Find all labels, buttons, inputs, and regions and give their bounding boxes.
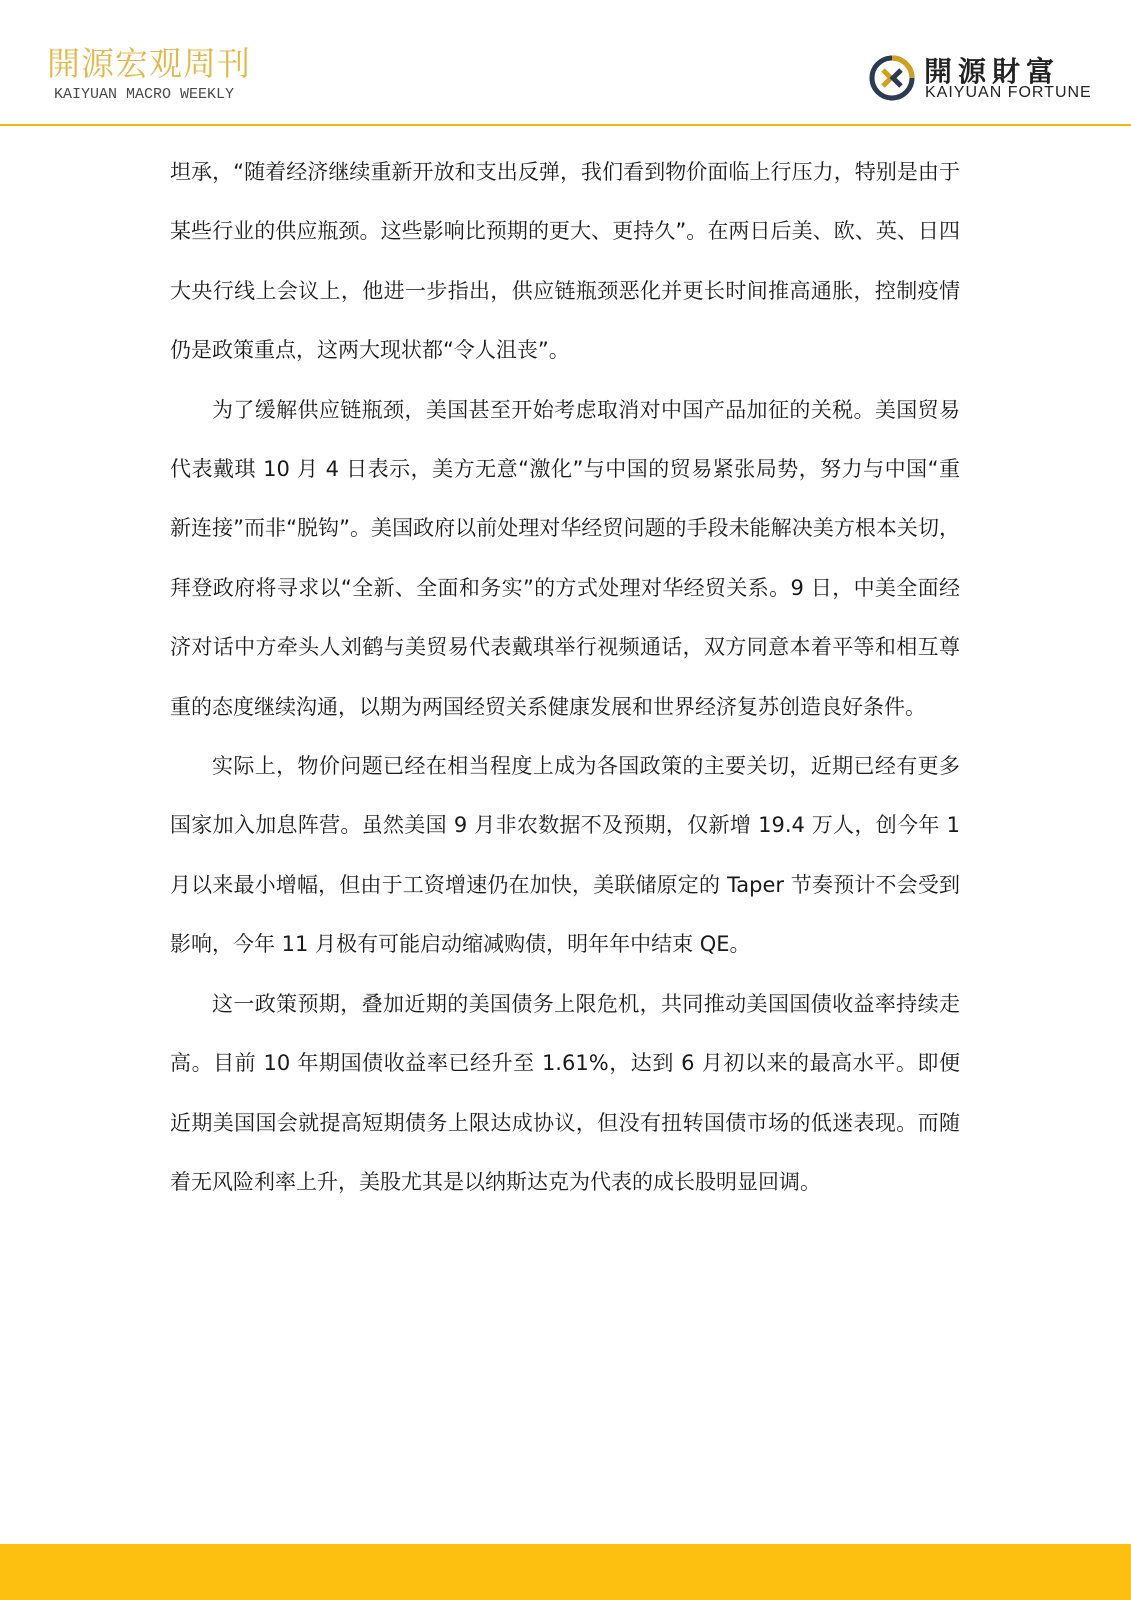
brand-name-en: KAIYUAN FORTUNE bbox=[925, 84, 1092, 101]
paragraph: 为了缓解供应链瓶颈，美国甚至开始考虑取消对中国产品加征的关税。美国贸易代表戴琪 10 月 4 日表示，美方无意“激化”与中国的贸易紧张局势，努力与中国“重新连接”而非“脱钩”。美国政府以前处理对华经贸问题的手段未能解决美方根本关切，拜登政府将寻求以“全新、全面和务实”的方式处理对华经贸关系。9 日，中美全面经济对话中方牵头人刘鹤与美贸易代表戴琪举行视频通话，双方同意本着平等和相互尊重的态度继续沟通，以期为两国经贸关系健康发展和世界经济复苏创造良好条件。 bbox=[170, 397, 960, 719]
paragraph: 这一政策预期，叠加近期的美国债务上限危机，共同推动美国国债收益率持续走高。目前 10 年期国债收益率已经升至 1.61%，达到 6 月初以来的最高水平。即便近期美国国会就提高短期债务上限达成协议，但没有扭转国债市场的低迷表现。而随着无风险利率上升，美股尤其是以纳斯达克为代表的成长股明显回调。 bbox=[170, 991, 960, 1194]
publication-subtitle: KAIYUAN MACRO WEEKLY bbox=[54, 86, 235, 103]
header-divider bbox=[0, 124, 1131, 126]
paragraph: 实际上，物价问题已经在相当程度上成为各国政策的主要关切，近期已经有更多国家加入加息阵营。虽然美国 9 月非农数据不及预期，仅新增 19.4 万人，创今年 1 月以来最小增幅，但由于工资增速仍在加快，美联储原定的 Taper 节奏预计不会受到影响，今年 11 月极有可能启动缩减购债，明年年中结束 QE。 bbox=[170, 754, 960, 957]
article-body bbox=[170, 143, 960, 1212]
brand-name-cn: 開源財富 bbox=[924, 55, 1061, 88]
publication-title: 開源宏观周刊 bbox=[47, 44, 251, 83]
kaiyuan-logo-icon bbox=[868, 54, 916, 102]
paragraph-continued: 坦承，“随着经济继续重新开放和支出反弹，我们看到物价面临上行压力，特别是由于某些行业的供应瓶颈。这些影响比预期的更大、更持久”。在两日后美、欧、英、日四大央行线上会议上，他进一步指出，供应链瓶颈恶化并更长时间推高通胀，控制疫情仍是政策重点，这两大现状都“令人沮丧”。 bbox=[170, 160, 960, 363]
page-header bbox=[0, 0, 1131, 126]
footer-bar bbox=[0, 1544, 1131, 1600]
